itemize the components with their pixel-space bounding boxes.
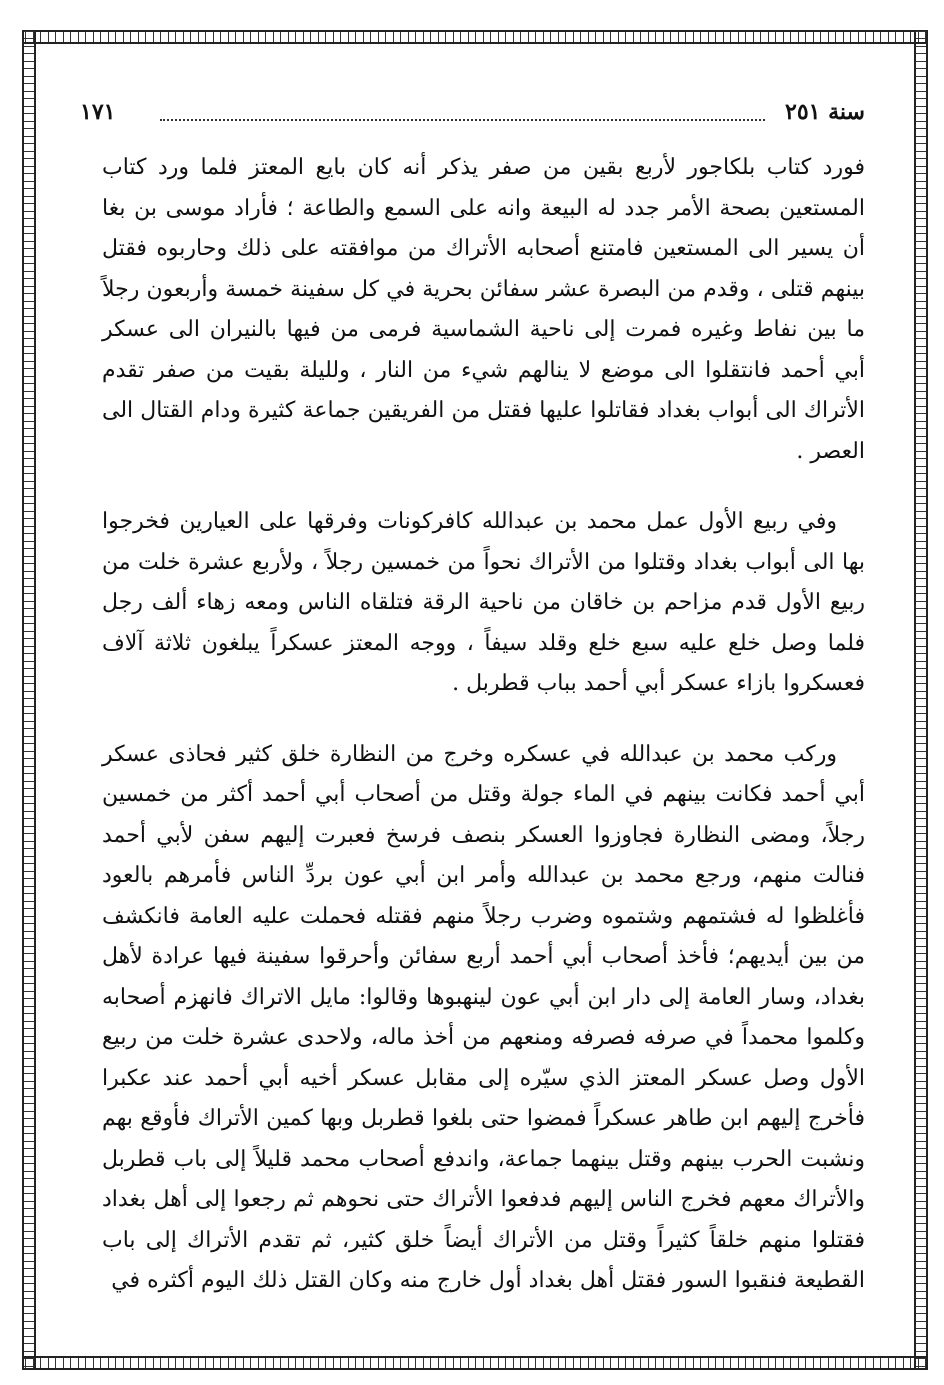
ornamental-border-left — [22, 30, 36, 1370]
ornamental-border-top — [22, 30, 928, 44]
header-dotted-leader — [160, 119, 765, 121]
paragraph-3: وركب محمد بن عبدالله في عسكره وخرج من النظارة خلق كثير فحاذى عسكر أبي أحمد فكانت بينهم في الماء جولة وقتل من أصحاب أبي أحمد أكثر من خمسين رجلاً، ومضى النظارة فجاوزوا العسكر بنصف فرسخ فعبرت إليهم سفن لأبي أحمد فنالت منهم، ورجع محمد بن عبدالله وأمر ابن أبي عون بردِّ الناس فأمرهم بالعود فأغلظوا له فشتمهم وشتموه وضرب رجلاً منهم فقتله فحملت عليه العامة فانكشف من بين أيديهم؛ فأخذ أصحاب أبي أحمد أربع سفائن وأحرقوا سفينة فيها عرادة لأهل بغداد، وسار العامة إلى دار ابن أبي عون لينهبوها وقالوا: مايل الاتراك فانهزم أصحابه وكلموا محمداً في صرفه فصرفه ومنعهم من أخذ ماله، ولاحدى عشرة خلت من ربيع الأول وصل عسكر المعتز الذي سيّره إلى مقابل عسكر أخيه أبي أحمد عند عكبرا فأخرج إليهم ابن طاهر عسكراً فمضوا حتى بلغوا قطربل وبها كمين الأتراك فأوقع بهم ونشبت الحرب بينهم وقتل بينهما جماعة، واندفع أصحاب محمد قليلاً إلى باب قطربل والأتراك معهم فخرج الناس إليهم فدفعوا الأتراك حتى نحوهم ثم رجعوا إلى أهل بغداد فقتلوا منهم خلقاً كثيراً وقتل من الأتراك أيضاً خلق كثير، ثم تقدم الأتراك إلى باب القطيعة فنقبوا السور فقتل أهل بغداد أول خارج منه وكان القتل ذلك اليوم أكثره في — [102, 741, 865, 1293]
paragraph-1: فورد كتاب بلكاجور لأربع بقين من صفر يذكر أنه كان بايع المعتز فلما ورد كتاب المستعين بصحة الأمر جدد له البيعة وانه على السمع والطاعة ؛ فأراد موسى بن بغا أن يسير الى المستعين فامتنع أصحابه الأتراك من موافقته على ذلك وحاربوه فقتل بينهم قتلى ، وقدم من البصرة عشر سفائن بحرية في كل سفينة خمسة وأربعون رجلاً ما بين نفاط وغيره فمرت إلى ناحية الشماسية فرمى من فيها بالنيران الى عسكر أبي أحمد فانتقلوا الى موضع لا ينالهم شيء من النار ، ولليلة بقيت من صفر تقدم الأتراك الى أبواب بغداد فقاتلوا عليها فقتل من الفريقين جماعة كثيرة ودام القتال الى العصر . — [102, 155, 865, 464]
ornamental-border-bottom — [22, 1356, 928, 1370]
paragraph-2: وفي ربيع الأول عمل محمد بن عبدالله كافركونات وفرقها على العيارين فخرجوا بها الى أبواب بغداد وقتلوا من الأتراك نحواً من خمسين رجلاً ، ولأربع عشرة خلت من ربيع الأول قدم مزاحم بن خاقان من ناحية الرقة فتلقاه الناس ومعه زهاء ألف رجل فلما وصل خلع عليه سبع خلع وقلد سيفاً ، ووجه المعتز عسكراً يبلغون ثلاثة آلاف فعسكروا بازاء عسكر أبي أحمد بباب قطربل . — [102, 509, 866, 696]
running-header — [80, 95, 865, 131]
body-text — [102, 148, 865, 1332]
header-year: سنة ٢٥١ — [785, 99, 865, 125]
page-number: ١٧١ — [80, 99, 116, 125]
ornamental-border-right — [914, 30, 928, 1370]
